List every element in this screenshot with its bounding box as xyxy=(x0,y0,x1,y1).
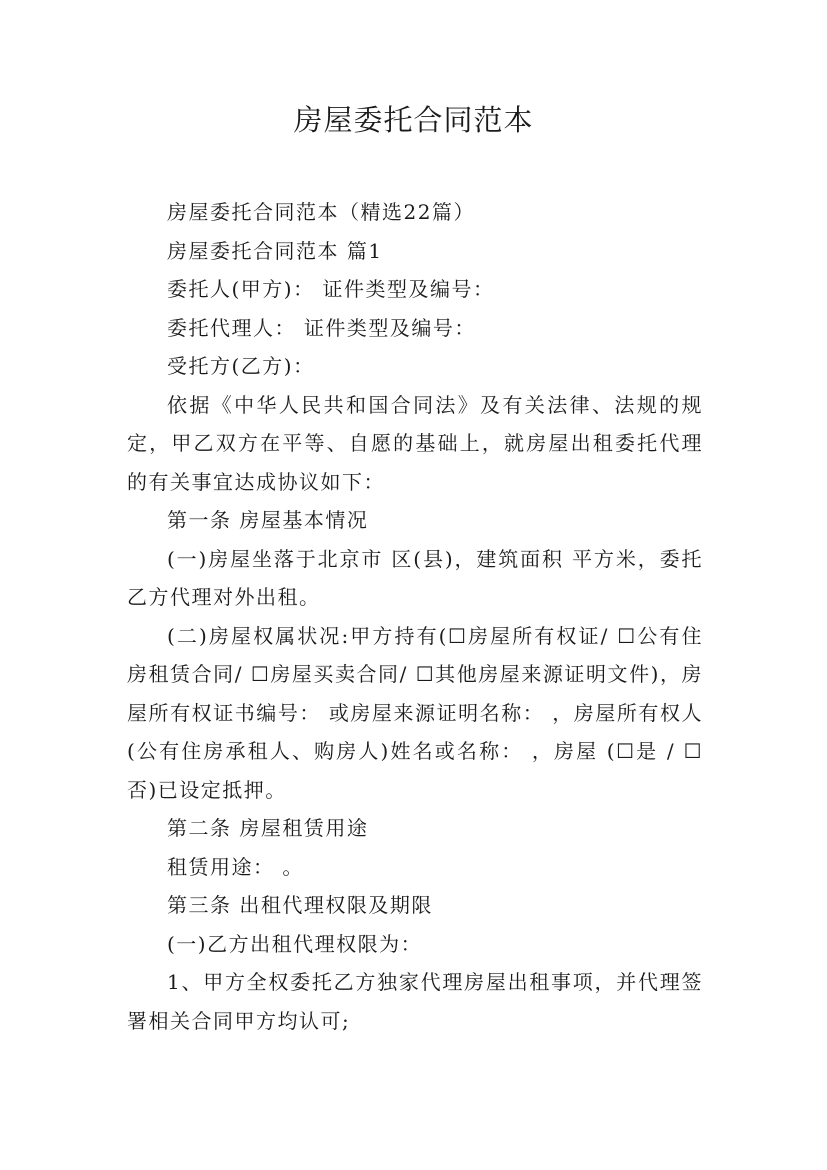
paragraph-agent: 委托代理人： 证件类型及编号： xyxy=(167,315,476,340)
paragraph-article-1-heading: 第一条 房屋基本情况 xyxy=(167,508,369,532)
paragraph-preamble: 依据《中华人民共和国合同法》及有关法律、法规的规定，甲乙双方在平等、自愿的基础上，就房屋出租委托代理的有关事宜达成协议如下： xyxy=(127,392,703,494)
paragraph-article-3-clause-1: 1、甲方全权委托乙方独家代理房屋出租事项，并代理签署相关合同甲方均认可; xyxy=(127,970,703,1033)
paragraph-article-1-item-2: (二)房屋权属状况:甲方持有(☐房屋所有权证/ ☐公有住房租赁合同/ ☐房屋买卖合同/ ☐其他房屋来源证明文件)，房屋所有权证书编号： 或房屋来源证明名称： ，房屋所有权人(公有住房承租人、购房人)姓名或名称： ，房屋 (☐是 / ☐否)已设定抵押。 xyxy=(127,623,703,802)
paragraph-principal: 委托人(甲方)： 证件类型及编号： xyxy=(167,277,495,301)
paragraph-article-2-usage: 租赁用途： 。 xyxy=(167,854,304,879)
paragraph-article-3-heading: 第三条 出租代理权限及期限 xyxy=(167,893,433,917)
paragraph-trustee: 受托方(乙方)： xyxy=(167,354,315,378)
paragraph-article-3-item-1: (一)乙方出租代理权限为： xyxy=(167,931,423,956)
paragraph-subtitle: 房屋委托合同范本（精选22篇） xyxy=(167,200,475,224)
paragraph-article-2-heading: 第二条 房屋租赁用途 xyxy=(167,816,369,840)
paragraph-section-heading: 房屋委托合同范本 篇1 xyxy=(167,238,383,263)
document-body xyxy=(127,193,703,1040)
paragraph-article-1-item-1: (一)房屋坐落于北京市 区(县)，建筑面积 平方米，委托乙方代理对外出租。 xyxy=(127,546,703,609)
document-title: 房屋委托合同范本 xyxy=(293,103,534,137)
